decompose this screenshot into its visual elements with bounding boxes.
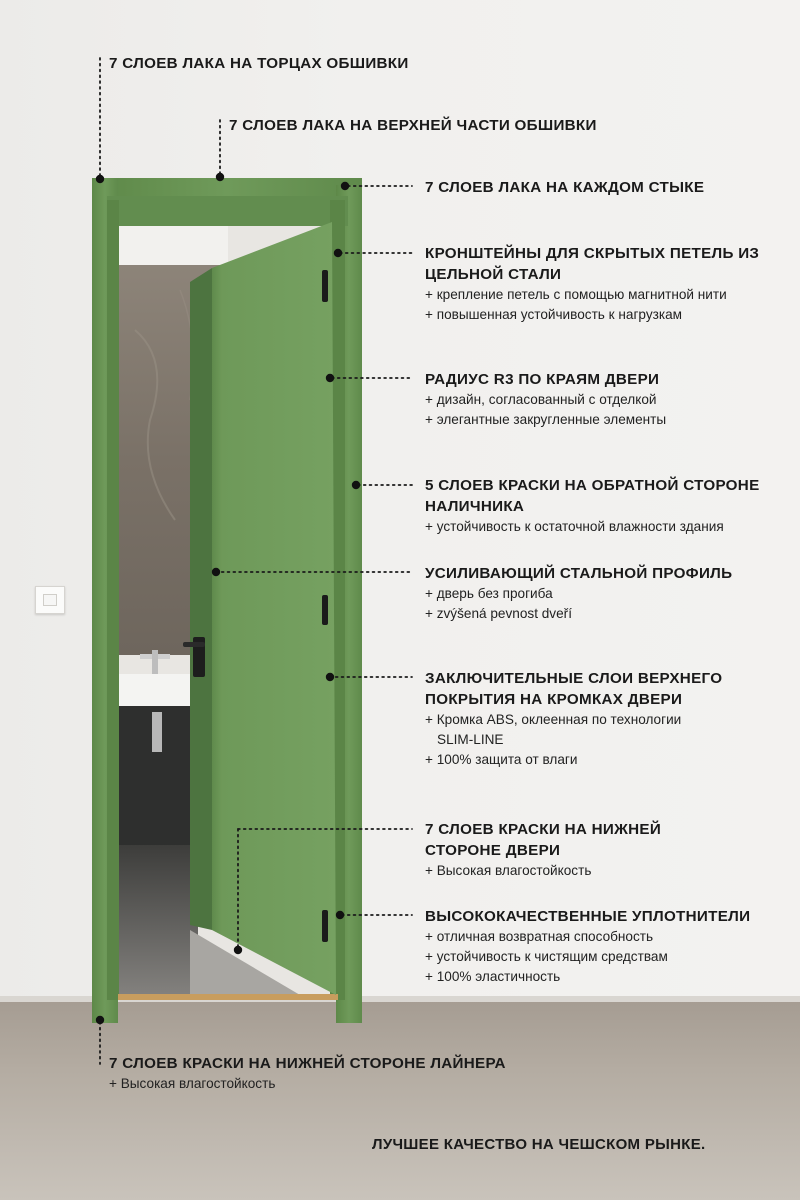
- callout-title: УСИЛИВАЮЩИЙ СТАЛЬНОЙ ПРОФИЛЬ: [425, 565, 733, 582]
- callout-benefit: + устойчивость к остаточной влажности здания: [425, 519, 724, 534]
- callout-title: 7 СЛОЕВ КРАСКИ НА НИЖНЕЙ: [425, 821, 662, 838]
- callout-steel-profile: [425, 563, 732, 624]
- callout-title: РАДИУС R3 ПО КРАЯМ ДВЕРИ: [425, 371, 660, 388]
- callout-title: ЗАКЛЮЧИТЕЛЬНЫЕ СЛОИ ВЕРХНЕГО: [425, 670, 723, 687]
- callout-edge-coating: [425, 668, 722, 770]
- footer-slogan: ЛУЧШЕЕ КАЧЕСТВО НА ЧЕШСКОМ РЫНКЕ.: [372, 1136, 706, 1153]
- callout-benefit: + отличная возвратная способность: [425, 929, 654, 944]
- callout-benefit: + крепление петель с помощью магнитной нити: [425, 287, 727, 302]
- callout-title: ВЫСОКОКАЧЕСТВЕННЫЕ УПЛОТНИТЕЛИ: [425, 908, 751, 925]
- callout-cladding-edges: [109, 53, 409, 74]
- callout-benefit: + дверь без прогиба: [425, 586, 553, 601]
- callout-door-bottom: [425, 819, 661, 881]
- callout-benefit: + 100% эластичность: [425, 969, 561, 984]
- callout-benefit: + повышенная устойчивость к нагрузкам: [425, 307, 683, 322]
- callout-title: ЦЕЛЬНОЙ СТАЛИ: [425, 266, 562, 283]
- callout-every-joint: [425, 177, 704, 198]
- door-leaf: [183, 222, 336, 995]
- callout-title: ПОКРЫТИЯ НА КРОМКАХ ДВЕРИ: [425, 691, 683, 708]
- callout-benefit: + zvýšená pevnost dveří: [425, 606, 572, 621]
- callout-benefit: + устойчивость к чистящим средствам: [425, 949, 668, 964]
- callout-seals: [425, 906, 750, 987]
- callout-title: КРОНШТЕЙНЫ ДЛЯ СКРЫТЫХ ПЕТЕЛЬ ИЗ: [425, 245, 760, 262]
- callout-benefit: + Кромка ABS, оклеенная по технологии: [425, 712, 682, 727]
- callout-benefit: + 100% защита от влаги: [425, 752, 578, 767]
- callout-title: 7 СЛОЕВ ЛАКА НА КАЖДОМ СТЫКЕ: [425, 179, 705, 196]
- callout-benefit: + дизайн, согласованный с отделкой: [425, 392, 657, 407]
- callout-title: 7 СЛОЕВ ЛАКА НА ВЕРХНЕЙ ЧАСТИ ОБШИВКИ: [229, 117, 597, 134]
- callout-title: 5 СЛОЕВ КРАСКИ НА ОБРАТНОЙ СТОРОНЕ: [425, 477, 760, 494]
- callout-benefit: SLIM-LINE: [437, 732, 504, 747]
- callout-benefit: + Высокая влагостойкость: [109, 1076, 276, 1091]
- callout-title: НАЛИЧНИКА: [425, 498, 525, 515]
- callout-cladding-top: [229, 115, 597, 136]
- callout-benefit: + Высокая влагостойкость: [425, 863, 592, 878]
- callout-radius-r3: [425, 369, 666, 430]
- callout-title: 7 СЛОЕВ ЛАКА НА ТОРЦАХ ОБШИВКИ: [109, 55, 409, 72]
- callout-architrave-back: [425, 475, 760, 537]
- callout-liner-bottom: [109, 1053, 506, 1094]
- callout-title: СТОРОНЕ ДВЕРИ: [425, 842, 561, 859]
- callout-benefit: + элегантные закругленные элементы: [425, 412, 667, 427]
- callout-title: 7 СЛОЕВ КРАСКИ НА НИЖНЕЙ СТОРОНЕ ЛАЙНЕРА: [109, 1055, 506, 1072]
- callout-hinge-brackets: [425, 243, 759, 325]
